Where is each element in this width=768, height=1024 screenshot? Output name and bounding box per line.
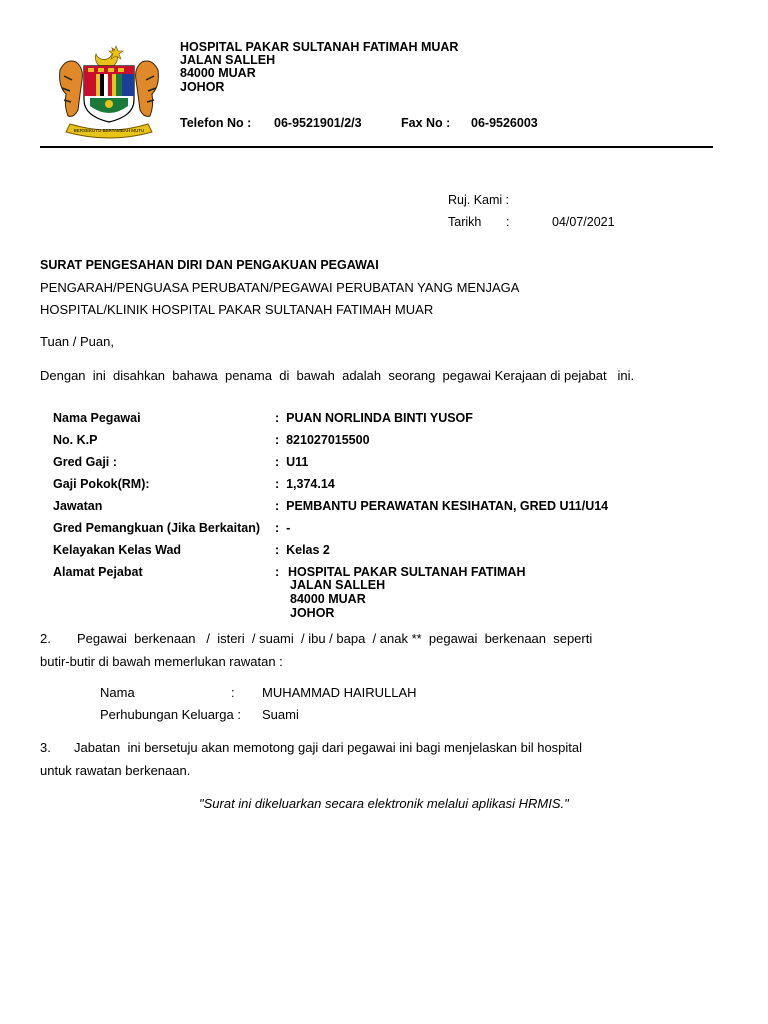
tarikh-value: 04/07/2021	[552, 215, 615, 229]
office-address-line-1: HOSPITAL PAKAR SULTANAH FATIMAH	[288, 565, 526, 579]
hospital-postcode: 84000 MUAR	[180, 66, 256, 80]
tarikh-colon: :	[506, 215, 510, 229]
officer-salary-value: : 1,374.14	[275, 477, 335, 491]
electronic-issue-note: "Surat ini dikeluarkan secara elektronik melalui aplikasi HRMIS."	[199, 796, 569, 811]
recipient-line-1: PENGARAH/PENGUASA PERUBATAN/PEGAWAI PERUBATAN YANG MENJAGA	[40, 280, 520, 295]
para3-line-1: Jabatan ini bersetuju akan memotong gaji dari pegawai ini bagi menjelaskan bil hospital	[74, 740, 583, 755]
recipient-line-2: HOSPITAL/KLINIK HOSPITAL PAKAR SULTANAH FATIMAH MUAR	[40, 302, 434, 317]
officer-acting-grade-value: : -	[275, 521, 291, 535]
fax-label: Fax No :	[401, 116, 451, 130]
hospital-street: JALAN SALLEH	[180, 53, 276, 67]
letter-subject: SURAT PENGESAHAN DIRI DAN PENGAKUAN PEGAWAI	[40, 258, 379, 272]
phone-label: Telefon No :	[180, 116, 252, 130]
officer-grade-value: : U11	[275, 455, 309, 469]
officer-ic-label: No. K.P	[53, 433, 98, 447]
intro-paragraph: Dengan ini disahkan bahawa penama di bawah adalah seorang pegawai Kerajaan di pejabat ini.	[40, 368, 635, 383]
officer-office-address-colon: :	[275, 565, 280, 579]
header-divider	[40, 146, 713, 148]
office-address-line-2: JALAN SALLEH	[290, 578, 386, 592]
officer-position-label: Jawatan	[53, 499, 103, 513]
fax-value: 06-9526003	[471, 116, 538, 130]
officer-salary-label: Gaji Pokok(RM):	[53, 477, 150, 491]
para3-line-2: untuk rawatan berkenaan.	[40, 763, 191, 778]
patient-name-label: Nama	[100, 685, 135, 700]
officer-grade-label: Gred Gaji :	[53, 455, 117, 469]
hospital-name: HOSPITAL PAKAR SULTANAH FATIMAH MUAR	[180, 40, 459, 54]
malaysia-coat-of-arms-icon	[50, 40, 168, 140]
patient-name-colon: :	[231, 685, 235, 700]
patient-relation-value: Suami	[262, 707, 299, 722]
officer-name-label: Nama Pegawai	[53, 411, 141, 425]
office-address-line-3: 84000 MUAR	[290, 592, 366, 606]
officer-ward-class-label: Kelayakan Kelas Wad	[53, 543, 182, 557]
officer-ward-class-value: : Kelas 2	[275, 543, 330, 557]
hospital-state: JOHOR	[180, 80, 225, 94]
ruj-kami-label: Ruj. Kami :	[448, 193, 510, 207]
crest-motto: BERSEKUTU BERTAMBAH MUTU	[73, 128, 145, 133]
patient-name-value: MUHAMMAD HAIRULLAH	[262, 685, 417, 700]
para2-number: 2.	[40, 631, 51, 646]
officer-office-address-label: Alamat Pejabat	[53, 565, 143, 579]
para2-line-1: Pegawai berkenaan / isteri / suami / ibu / bapa / anak ** pegawai berkenaan seperti	[77, 631, 593, 646]
officer-position-value: : PEMBANTU PERAWATAN KESIHATAN, GRED U11/U14	[275, 499, 609, 513]
para2-line-2: butir-butir di bawah memerlukan rawatan :	[40, 654, 283, 669]
officer-name-value: : PUAN NORLINDA BINTI YUSOF	[275, 411, 473, 425]
para3-number: 3.	[40, 740, 51, 755]
tarikh-label: Tarikh	[448, 215, 482, 229]
officer-ic-value: : 821027015500	[275, 433, 370, 447]
office-address-line-4: JOHOR	[290, 606, 335, 620]
phone-value: 06-9521901/2/3	[274, 116, 362, 130]
officer-acting-grade-label: Gred Pemangkuan (Jika Berkaitan)	[53, 521, 261, 535]
patient-relation-label: Perhubungan Keluarga :	[100, 707, 241, 722]
salutation: Tuan / Puan,	[40, 334, 114, 349]
